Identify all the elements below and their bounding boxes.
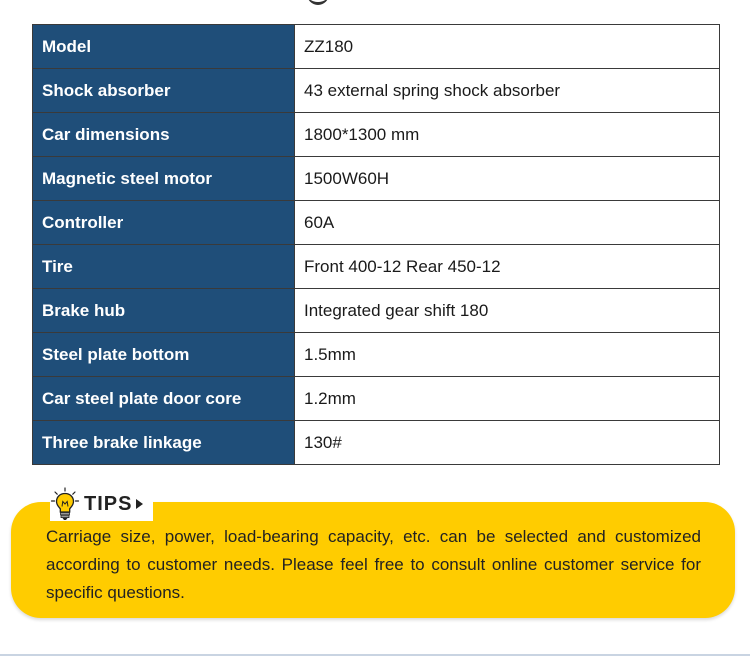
table-row — [33, 245, 720, 289]
decorative-top-mark — [307, 0, 329, 5]
tips-title: TIPS — [84, 492, 133, 515]
row-label: Controller — [33, 201, 295, 245]
row-value: Integrated gear shift 180 — [295, 289, 720, 333]
row-value: Front 400-12 Rear 450-12 — [295, 245, 720, 289]
tips-text: Carriage size, power, load-bearing capacity, etc. can be selected and customized according to customer needs. Please feel free to consult online customer service for specific questions. — [46, 527, 701, 602]
row-label: Shock absorber — [33, 69, 295, 113]
row-label: Brake hub — [33, 289, 295, 333]
triangle-right-icon — [136, 499, 143, 509]
row-label: Magnetic steel motor — [33, 157, 295, 201]
table-row — [33, 69, 720, 113]
table-row — [33, 289, 720, 333]
table-row — [33, 201, 720, 245]
row-label: Three brake linkage — [33, 421, 295, 465]
table-row — [33, 333, 720, 377]
table-row — [33, 25, 720, 69]
row-value: 1500W60H — [295, 157, 720, 201]
lightbulb-icon — [50, 487, 80, 521]
row-value: 130# — [295, 421, 720, 465]
row-label: Car steel plate door core — [33, 377, 295, 421]
tips-header — [50, 487, 153, 521]
row-value: 1.2mm — [295, 377, 720, 421]
row-value: ZZ180 — [295, 25, 720, 69]
row-value: 43 external spring shock absorber — [295, 69, 720, 113]
row-label: Steel plate bottom — [33, 333, 295, 377]
row-label: Model — [33, 25, 295, 69]
table-row — [33, 421, 720, 465]
table-row — [33, 157, 720, 201]
table-row — [33, 377, 720, 421]
row-value: 60A — [295, 201, 720, 245]
row-label: Tire — [33, 245, 295, 289]
row-label: Car dimensions — [33, 113, 295, 157]
row-value: 1.5mm — [295, 333, 720, 377]
table-row — [33, 113, 720, 157]
spec-table — [32, 24, 720, 465]
row-value: 1800*1300 mm — [295, 113, 720, 157]
